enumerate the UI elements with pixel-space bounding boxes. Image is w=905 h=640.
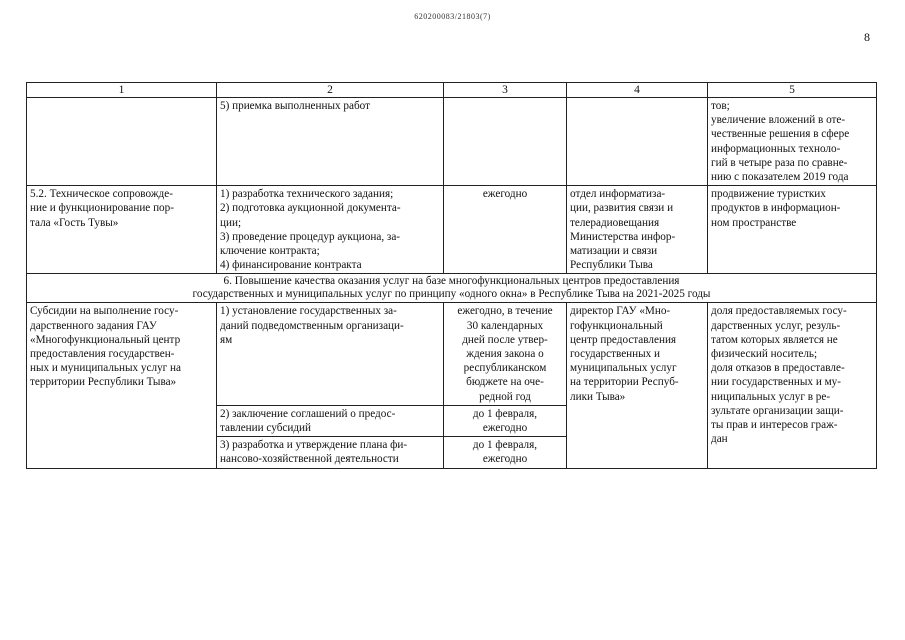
text-line: тавлении субсидий <box>220 422 312 435</box>
cell-responsible <box>567 303 708 468</box>
text-line: на территории Респуб- <box>570 376 679 389</box>
text-line: ных и муниципальных услуг на <box>30 362 182 375</box>
text-line: директор ГАУ «Мно- <box>570 305 671 318</box>
column-number: 1 <box>27 83 217 98</box>
text-line: центр предоставления <box>570 333 677 346</box>
text-line: отдел информатиза- <box>570 188 666 201</box>
column-number: 3 <box>444 83 567 98</box>
text-line: республиканском <box>463 362 547 375</box>
text-line: 3) проведение процедур аукциона, за- <box>220 230 401 243</box>
cell-deadline <box>444 98 567 186</box>
text-line: нии государственных и му- <box>711 376 841 389</box>
cell-steps <box>217 98 444 186</box>
cell-step <box>217 405 444 436</box>
text-line: ежегодно <box>482 188 528 201</box>
text-line: 30 календарных <box>466 319 544 332</box>
text-line: гофункциональный <box>570 319 663 332</box>
cell-responsible <box>567 186 708 274</box>
text-line: ниципальных услуг в ре- <box>711 390 831 403</box>
document-id: 620200083/21803(7) <box>414 12 491 21</box>
text-line: «Многофункциональный центр <box>30 333 181 346</box>
text-line: тала «Гость Тувы» <box>30 216 119 229</box>
text-line: нию с показателем 2019 года <box>711 171 849 184</box>
text-line: 4) финансирование контракта <box>220 259 362 272</box>
text-line: ежегодно <box>482 422 528 435</box>
text-line: до 1 февраля, <box>472 439 538 452</box>
text-line: Субсидии на выполнение госу- <box>30 305 179 318</box>
text-line: продвижение туристких <box>711 188 826 201</box>
text-line: татом которых является не <box>711 333 838 346</box>
text-line: ном пространстве <box>711 216 797 229</box>
cell-measure <box>27 186 217 274</box>
cell-step <box>217 303 444 405</box>
text-line: зультате организации защи- <box>711 404 844 417</box>
cell-step <box>217 437 444 468</box>
column-number-row <box>27 83 877 98</box>
text-line: ежегодно, в течение <box>457 305 553 318</box>
section-6-heading <box>27 274 877 303</box>
text-line: 1) установление государственных за- <box>220 305 397 318</box>
text-line: 5.2. Техническое сопровожде- <box>30 188 173 201</box>
cell-measure <box>27 303 217 468</box>
text-line: ции, развития связи и <box>570 202 674 215</box>
column-number: 4 <box>567 83 708 98</box>
text-line: нансово-хозяйственной деятельности <box>220 453 399 466</box>
text-line: муниципальных услуг <box>570 362 677 375</box>
column-number: 5 <box>708 83 877 98</box>
subsidy-row-1 <box>27 303 877 405</box>
cell-result <box>708 186 877 274</box>
text-line: матизации и связи <box>570 245 658 258</box>
continued-row <box>27 98 877 186</box>
text-line: дан <box>711 433 728 446</box>
text-line: лики Тыва» <box>570 390 626 403</box>
cell-result <box>708 303 877 468</box>
text-line: 2) заключение соглашений о предос- <box>220 407 396 420</box>
text-line: дарственных услуг, резуль- <box>711 319 841 332</box>
text-line: доля предоставляемых госу- <box>711 305 847 318</box>
text-line: редной год <box>479 390 531 403</box>
text-line: бюджете на оче- <box>466 376 544 389</box>
section-title <box>27 274 877 303</box>
text-line: увеличение вложений в оте- <box>711 114 846 127</box>
text-line: телерадиовещания <box>570 216 660 229</box>
text-line: 6. Повышение качества оказания услуг на базе многофункциональных центров предоставления <box>223 275 680 288</box>
text-line: ции; <box>220 216 242 229</box>
text-line: до 1 февраля, <box>472 407 538 420</box>
text-line: 5) приемка выполненных работ <box>220 100 370 112</box>
cell-deadline <box>444 186 567 274</box>
text-line: 3) разработка и утверждение плана фи- <box>220 439 408 452</box>
text-line: ям <box>220 333 233 346</box>
text-line: чественные решения в сфере <box>711 128 850 141</box>
text-line: государственных и <box>570 348 661 361</box>
text-line: 2) подготовка аукционной документа- <box>220 202 401 215</box>
cell-deadline <box>444 405 567 436</box>
cell-responsible <box>567 98 708 186</box>
text-line: государственных и муниципальных услуг по принципу «одного окна» в Республике Тыва на 2021-2025 годы <box>192 288 711 301</box>
text-line: дарственного задания ГАУ <box>30 319 157 332</box>
text-line: дней после утвер- <box>462 333 548 346</box>
cell-deadline <box>444 303 567 405</box>
text-line: ключение контракта; <box>220 245 320 258</box>
cell-steps <box>217 186 444 274</box>
row-5-2 <box>27 186 877 274</box>
text-line: ние и функционирование пор- <box>30 202 174 215</box>
page-number: 8 <box>864 30 870 44</box>
text-line: ждения закона о <box>466 348 544 361</box>
text-line: доля отказов в предоставле- <box>711 362 845 375</box>
text-line: 1) разработка технического задания; <box>220 188 394 201</box>
text-line: тов; <box>711 100 730 112</box>
text-line: гий в четыре раза по сравне- <box>711 156 848 169</box>
text-line: информационных техноло- <box>711 142 841 155</box>
text-line: даний подведомственным организаци- <box>220 319 404 332</box>
text-line: предоставления государствен- <box>30 348 175 361</box>
cell-measure <box>27 98 217 186</box>
text-line: территории Республики Тыва» <box>30 376 177 389</box>
cell-deadline <box>444 437 567 468</box>
text-line: Республики Тыва <box>570 259 653 272</box>
text-line: Министерства инфор- <box>570 230 676 243</box>
column-number: 2 <box>217 83 444 98</box>
cell-result <box>708 98 877 186</box>
text-line: продуктов в информацион- <box>711 202 841 215</box>
text-line: ты прав и интересов граж- <box>711 419 838 432</box>
plan-table <box>26 82 877 469</box>
text-line: ежегодно <box>482 453 528 466</box>
text-line: физический носитель; <box>711 348 818 361</box>
